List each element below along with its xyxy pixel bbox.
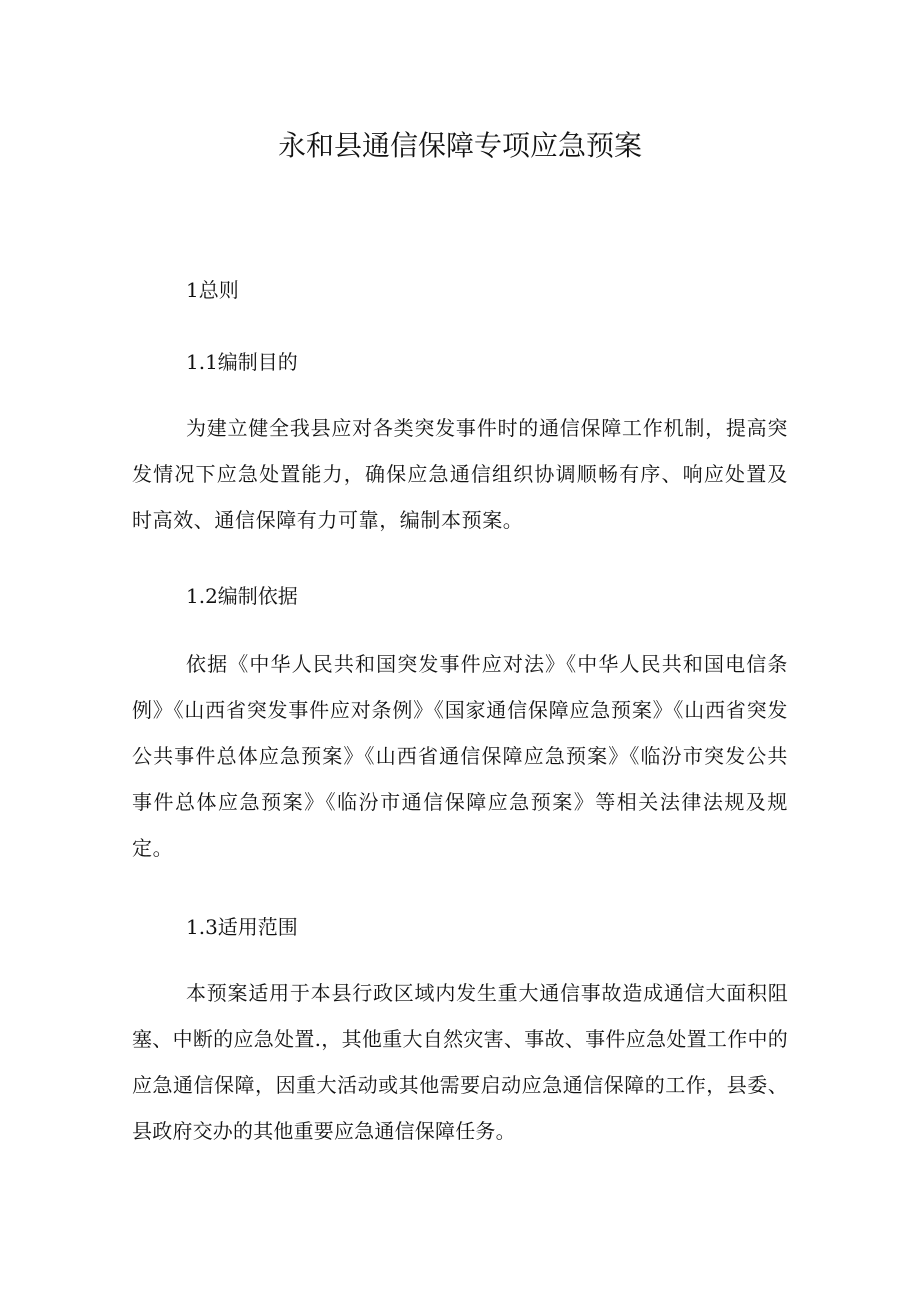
section-heading-basis: 1.2编制依据 xyxy=(186,584,298,608)
paragraph-purpose: 为建立健全我县应对各类突发事件时的通信保障工作机制，提高突发情况下应急处置能力，确保应急通信组织协调顺畅有序、响应处置及时高效、通信保障有力可靠，编制本预案。 xyxy=(132,416,788,532)
section-heading-purpose: 1.1编制目的 xyxy=(186,350,298,374)
document-title: 永和县通信保障专项应急预案 xyxy=(277,129,642,162)
section-heading-scope: 1.3适用范围 xyxy=(186,915,298,939)
paragraph-scope: 本预案适用于本县行政区域内发生重大通信事故造成通信大面积阻塞、中断的应急处置.，其他重大自然灾害、事故、事件应急处置工作中的应急通信保障，因重大活动或其他需要启动应急通信保障的工作，县委、县政府交办的其他重要应急通信保障任务。 xyxy=(132,981,788,1143)
paragraph-basis: 依据《中华人民共和国突发事件应对法》《中华人民共和国电信条例》《山西省突发事件应对条例》《国家通信保障应急预案》《山西省突发公共事件总体应急预案》《山西省通信保障应急预案》《临汾市突发公共事件总体应急预案》《临汾市通信保障应急预案》等相关法律法规及规定。 xyxy=(132,652,788,860)
section-heading-general: 1总则 xyxy=(186,278,239,302)
